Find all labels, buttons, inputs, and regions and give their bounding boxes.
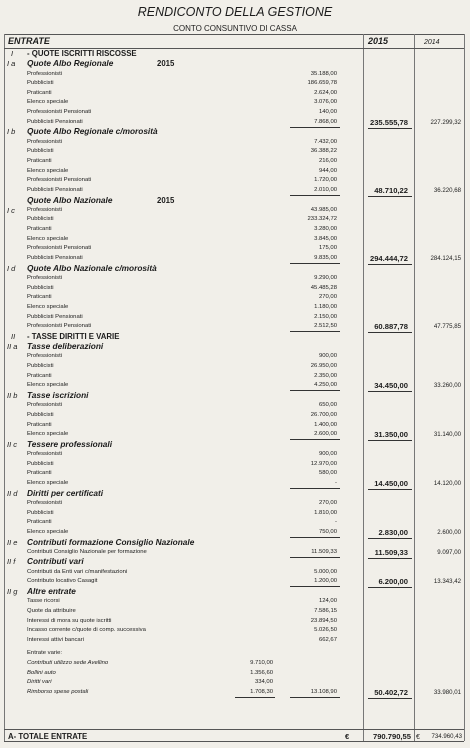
subtotal-underline bbox=[368, 440, 412, 441]
line-item-amount: 4.250,00 bbox=[314, 382, 337, 389]
line-item-amount: 1.180,00 bbox=[314, 303, 337, 310]
line-item-subamount: 9.710,00 bbox=[250, 660, 273, 667]
group-title: Tasse iscrizioni bbox=[27, 389, 89, 400]
line-item-label: Elenco speciale bbox=[27, 167, 69, 174]
line-item-amount: 186.659,78 bbox=[307, 80, 337, 87]
group-title: Diritti per certificati bbox=[27, 487, 104, 498]
line-item-amount: 7.586,15 bbox=[314, 607, 337, 614]
line-item-label: Tasse ricorsi bbox=[27, 598, 60, 605]
line-item-amount: 7.432,00 bbox=[314, 138, 337, 145]
subtotal-2015: 11.509,33 bbox=[374, 547, 408, 557]
line-item-label: Pubblicisti bbox=[27, 148, 54, 155]
subtotal-underline bbox=[368, 698, 412, 699]
group-title: Quote Albo Nazionale c/morosità bbox=[27, 262, 157, 273]
line-item-label: Professionisti bbox=[27, 70, 63, 77]
line-item-label: Pubblicisti Pensionati bbox=[27, 118, 83, 125]
group-title: Contributi vari bbox=[27, 556, 84, 567]
subtotal-2014: 33.260,00 bbox=[433, 382, 461, 390]
table-bottom-border bbox=[4, 741, 464, 742]
line-item-amount: 2.350,00 bbox=[314, 372, 337, 379]
line-item-label: Praticanti bbox=[27, 157, 52, 164]
line-item-amount: 944,00 bbox=[318, 167, 337, 174]
line-item-amount: 650,00 bbox=[318, 402, 337, 409]
line-item-label: Professionisti Pensionati bbox=[27, 109, 92, 116]
subtotal-underline bbox=[368, 332, 412, 333]
amount-underline bbox=[290, 195, 340, 196]
line-item-label: Praticanti bbox=[27, 519, 52, 526]
line-item-amount: 45.485,28 bbox=[310, 284, 337, 291]
line-item-amount: 3.845,00 bbox=[314, 235, 337, 242]
line-item-label: Elenco speciale bbox=[27, 303, 69, 310]
document-subtitle: CONTO CONSUNTIVO DI CASSA bbox=[173, 24, 297, 33]
line-item-amount: 216,00 bbox=[318, 157, 337, 164]
line-item-label: Bollini auto bbox=[27, 669, 56, 676]
line-item-label: Praticanti bbox=[27, 421, 52, 428]
group-code: I d bbox=[7, 263, 16, 273]
line-item-label: Professionisti bbox=[27, 206, 63, 213]
total-entrate-2015: 790.790,55 bbox=[372, 732, 411, 741]
line-item-amount: 1.400,00 bbox=[314, 421, 337, 428]
line-item-label: Interessi attivi bancari bbox=[27, 636, 84, 643]
section-title: - TASSE DIRITTI E VARIE bbox=[27, 331, 120, 341]
line-item-amount: 3.280,00 bbox=[314, 226, 337, 233]
group-code: I b bbox=[7, 127, 16, 137]
amount-underline bbox=[290, 263, 340, 264]
subtotal-2015: 34.450,00 bbox=[374, 381, 408, 391]
line-item-amount: 580,00 bbox=[318, 470, 337, 477]
line-item-label: Quote da attribuire bbox=[27, 607, 76, 614]
line-item-label: Contributi utilizzo sede Avellino bbox=[27, 660, 109, 667]
subtotal-underline bbox=[368, 538, 412, 539]
total-entrate-2014: 734.960,43 bbox=[431, 733, 462, 740]
line-item-amount: 9.290,00 bbox=[314, 274, 337, 281]
line-item-amount: 3.076,00 bbox=[314, 99, 337, 106]
subtotal-2014: 14.120,00 bbox=[433, 480, 461, 487]
line-item-label: Pubblicisti bbox=[27, 509, 54, 516]
line-item-label: Professionisti bbox=[27, 138, 63, 145]
column-divider-2014 bbox=[414, 34, 415, 741]
line-item-label: Pubblicisti Pensionati bbox=[27, 186, 83, 193]
line-item-amount: 2.010,00 bbox=[314, 186, 337, 193]
line-item-label: Incasso corrente c/quote di comp. successiva bbox=[27, 627, 146, 634]
line-item-label: Elenco speciale bbox=[27, 431, 69, 438]
line-item-amount: 2.512,50 bbox=[314, 323, 337, 330]
amount-underline bbox=[290, 557, 340, 558]
line-item-subamount: 1.356,60 bbox=[250, 669, 273, 676]
group-code: II f bbox=[7, 557, 16, 567]
line-item-amount: 175,00 bbox=[318, 245, 337, 252]
line-item-subamount: 334,00 bbox=[254, 679, 273, 686]
subtotal-2014: 36.220,68 bbox=[433, 186, 461, 194]
line-item-amount: 2.600,00 bbox=[314, 431, 337, 438]
line-item-amount: 2.150,00 bbox=[314, 313, 337, 320]
line-item-label: Elenco speciale bbox=[27, 480, 69, 486]
line-item-subamount: 1.708,30 bbox=[250, 689, 273, 696]
line-item-amount: 2.624,00 bbox=[314, 89, 337, 96]
group-code: I a bbox=[7, 59, 16, 69]
amount-underline bbox=[290, 488, 340, 489]
section-title: - QUOTE ISCRITTI RISCOSSE bbox=[27, 49, 137, 58]
line-item-label: Praticanti bbox=[27, 470, 52, 477]
line-item-label: Praticanti bbox=[27, 294, 52, 301]
line-item-label: Elenco speciale bbox=[27, 235, 69, 242]
currency-symbol-2015: € bbox=[345, 732, 350, 741]
line-item-amount: 900,00 bbox=[318, 353, 337, 360]
subtotal-2014: 33.980,01 bbox=[433, 689, 461, 697]
line-item-label: Professionisti bbox=[27, 274, 63, 281]
line-item-amount: 5.000,00 bbox=[314, 568, 337, 575]
line-item-label: Pubblicisti bbox=[27, 216, 54, 223]
subtotal-2014: 284.124,15 bbox=[430, 255, 461, 263]
subtotal-underline bbox=[368, 558, 412, 559]
amount-underline bbox=[290, 697, 340, 698]
line-item-amount: 1.200,00 bbox=[314, 578, 337, 585]
subtotal-underline bbox=[368, 391, 412, 392]
line-item-amount: 124,00 bbox=[318, 598, 337, 605]
subtotal-2015: 2.830,00 bbox=[378, 527, 408, 537]
column-divider-right bbox=[464, 34, 465, 741]
line-item-label: Professionisti bbox=[27, 451, 63, 458]
line-item-label: Professionisti bbox=[27, 353, 63, 360]
line-item-label: Interessi di mora su quote iscritti bbox=[27, 617, 112, 624]
subtotal-underline bbox=[368, 196, 412, 197]
entrate-label: ENTRATE bbox=[8, 36, 50, 46]
subtotal-2015: 294.444,72 bbox=[369, 254, 408, 264]
line-item-amount: 140,00 bbox=[318, 109, 337, 116]
subtotal-underline bbox=[368, 128, 412, 129]
subtotal-underline bbox=[368, 264, 412, 265]
line-item-label: Contributo locativo Casagit bbox=[27, 578, 98, 585]
group-year: 2015 bbox=[157, 195, 175, 205]
line-item-amount: 26.950,00 bbox=[310, 363, 337, 369]
line-item-amount: 43.985,00 bbox=[310, 206, 337, 213]
subtotal-2014: 47.775,85 bbox=[433, 323, 461, 331]
group-code: II g bbox=[7, 586, 18, 596]
group-title: Quote Albo Regionale bbox=[27, 58, 114, 69]
line-item-label: Pubblicisti Pensionati bbox=[27, 313, 83, 320]
subtotal-2015: 6.200,00 bbox=[378, 577, 408, 587]
subtotal-2014: 13.343,42 bbox=[433, 578, 461, 586]
group-code: II a bbox=[7, 342, 18, 352]
group-code: II c bbox=[7, 439, 18, 449]
line-item-label: Professionisti Pensionati bbox=[27, 323, 92, 330]
subtotal-2015: 50.402,72 bbox=[374, 688, 408, 698]
group-title: Contributi formazione Consiglio Nazionale bbox=[27, 536, 195, 547]
subtotal-2015: 235.555,78 bbox=[369, 117, 408, 127]
line-item-amount: 1.720,00 bbox=[314, 177, 337, 184]
group-code: II d bbox=[7, 488, 18, 498]
amount-underline bbox=[290, 390, 340, 391]
line-item-amount: 270,00 bbox=[318, 499, 337, 506]
line-item-label: Diritti vari bbox=[27, 679, 52, 686]
line-item-amount: 13.108,90 bbox=[310, 689, 337, 696]
line-item-label: Pubblicisti bbox=[27, 363, 54, 369]
group-title: Tessere professionali bbox=[27, 438, 113, 449]
group-title: Quote Albo Regionale c/morosità bbox=[27, 126, 158, 137]
line-item-label: Pubblicisti bbox=[27, 411, 54, 418]
subtotal-underline bbox=[368, 587, 412, 588]
line-item-amount: 26.700,00 bbox=[310, 411, 337, 418]
group-code: II e bbox=[7, 537, 18, 547]
line-item-label: Professionisti Pensionati bbox=[27, 245, 92, 252]
line-item-amount: 1.810,00 bbox=[314, 509, 337, 516]
line-item-label: Pubblicisti bbox=[27, 284, 54, 291]
line-item-label: Praticanti bbox=[27, 226, 52, 233]
line-item-label: Rimborso spese postali bbox=[27, 689, 89, 696]
line-item-amount: 5.026,50 bbox=[314, 627, 337, 634]
subamount-underline bbox=[235, 697, 275, 698]
line-item-amount: 12.970,00 bbox=[310, 460, 337, 467]
group-code: II b bbox=[7, 390, 18, 400]
subtotal-2015: 48.710,22 bbox=[374, 185, 408, 195]
line-item-label: Contributi Consiglio Nazionale per formazione bbox=[27, 548, 147, 555]
line-item-label: Praticanti bbox=[27, 89, 52, 96]
subtotal-2014: 2.600,00 bbox=[437, 528, 461, 536]
line-item-label: Pubblicisti bbox=[27, 460, 54, 467]
amount-underline bbox=[290, 537, 340, 538]
line-item-amount: 11.509,33 bbox=[311, 548, 337, 555]
group-code: I c bbox=[7, 205, 15, 215]
section-code: I bbox=[11, 49, 14, 58]
year-2015-header: 2015 bbox=[368, 36, 389, 46]
group-year: 2015 bbox=[157, 59, 175, 69]
line-item-amount: - bbox=[335, 480, 337, 486]
year-2014-header: 2014 bbox=[424, 39, 440, 46]
footer-rule bbox=[4, 729, 464, 730]
amount-underline bbox=[290, 586, 340, 587]
document-title: RENDICONTO DELLA GESTIONE bbox=[137, 5, 333, 19]
line-item-amount: 662,67 bbox=[318, 636, 337, 643]
amount-underline bbox=[290, 127, 340, 128]
group-title: Quote Albo Nazionale bbox=[27, 194, 113, 205]
subtotal-2015: 14.450,00 bbox=[374, 479, 408, 488]
line-item-amount: 233.324,72 bbox=[307, 216, 337, 223]
line-item-amount: 35.188,00 bbox=[310, 70, 337, 77]
line-item-label: Praticanti bbox=[27, 372, 52, 379]
subtotal-2014: 31.140,00 bbox=[433, 431, 461, 439]
line-item-label: Elenco speciale bbox=[27, 99, 69, 106]
section-code: II bbox=[11, 331, 16, 341]
subtotal-2015: 60.887,78 bbox=[374, 322, 408, 332]
table-top-border bbox=[4, 34, 464, 35]
line-item-amount: 900,00 bbox=[318, 451, 337, 458]
line-item-label: Contributi da Enti vari c/manifestazioni bbox=[27, 568, 128, 575]
line-item-label: Professionisti Pensionati bbox=[27, 177, 92, 184]
line-item-amount: 23.894,50 bbox=[310, 617, 337, 624]
line-item-label: Elenco speciale bbox=[27, 382, 69, 389]
group-title: Altre entrate bbox=[27, 585, 76, 596]
line-item-amount: 36.388,22 bbox=[310, 148, 337, 155]
total-entrate-label: A- TOTALE ENTRATE bbox=[8, 732, 88, 741]
line-item-label: Entrate varie: bbox=[27, 650, 63, 657]
line-item-label: Pubblicisti bbox=[27, 80, 54, 87]
line-item-label: Professionisti bbox=[27, 402, 63, 409]
line-item-amount: 9.835,00 bbox=[314, 255, 337, 262]
subtotal-2015: 31.350,00 bbox=[374, 430, 408, 440]
group-title: Tasse deliberazioni bbox=[27, 341, 104, 352]
line-item-amount: 270,00 bbox=[318, 294, 337, 301]
subtotal-underline bbox=[368, 489, 412, 490]
subtotal-2014: 9.097,00 bbox=[437, 548, 461, 556]
line-item-amount: 750,00 bbox=[318, 528, 337, 535]
line-item-label: Professionisti bbox=[27, 499, 63, 506]
line-item-amount: - bbox=[335, 519, 337, 526]
currency-symbol-2014: € bbox=[416, 734, 420, 741]
subtotal-2014: 227.299,32 bbox=[430, 118, 461, 126]
line-item-amount: 7.868,00 bbox=[314, 118, 337, 125]
column-divider-left bbox=[4, 34, 5, 741]
amount-underline bbox=[290, 331, 340, 332]
line-item-label: Elenco speciale bbox=[27, 528, 69, 535]
amount-underline bbox=[290, 439, 340, 440]
line-item-label: Pubblicisti Pensionati bbox=[27, 255, 83, 262]
